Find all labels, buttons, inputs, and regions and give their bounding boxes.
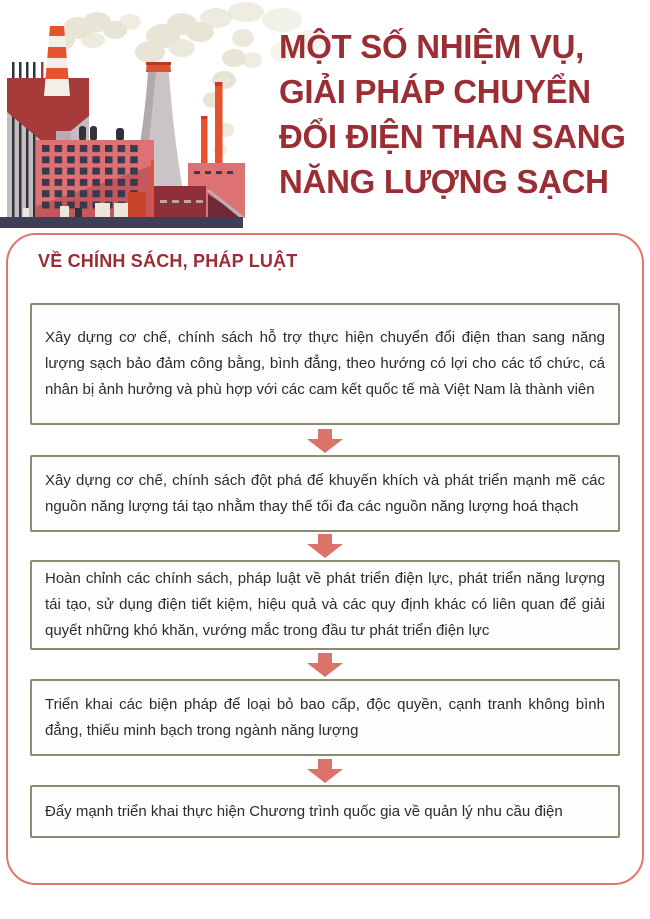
policy-step-text: Đẩy mạnh triển khai thực hiện Chương trình quốc gia về quản lý nhu cầu điện (45, 802, 563, 820)
policy-step-box-1 (30, 303, 620, 425)
policy-step-box-4 (30, 679, 620, 756)
title-line: GIẢI PHÁP CHUYỂN (279, 73, 591, 110)
down-arrow-icon (307, 759, 343, 783)
down-arrow-icon (307, 429, 343, 453)
title-line: NĂNG LƯỢNG SẠCH (279, 163, 609, 200)
down-arrow-icon (307, 653, 343, 677)
section-title: VỀ CHÍNH SÁCH, PHÁP LUẬT (38, 251, 298, 271)
down-arrow-icon (307, 534, 343, 558)
policy-step-box-3 (30, 560, 620, 650)
policy-step-text: Hoàn chỉnh các chính sách, pháp luật về phát triển điện lực, phát triển năng lượng tái tạo, sử dụng điện tiết kiệm, hiệu quả và các quy định khác có liên quan để giải quyết những khó khăn, vướng mắc trong đầu tư phát triển điện lực (45, 570, 605, 639)
policy-step-box-2 (30, 455, 620, 532)
policy-step-text: Triển khai các biện pháp để loại bỏ bao cấp, độc quyền, cạnh tranh không bình đẳng, thiếu minh bạch trong ngành năng lượng (45, 695, 605, 739)
policy-step-text: Xây dựng cơ chế, chính sách đột phá để khuyến khích và phát triển mạnh mẽ các nguồn năng lượng tái tạo nhằm thay thế tối đa các nguồn năng lượng hoá thạch (45, 471, 605, 515)
title-line: ĐỔI ĐIỆN THAN SANG (279, 118, 626, 155)
page-title (279, 24, 626, 204)
title-line: MỘT SỐ NHIỆM VỤ, (279, 28, 585, 65)
policy-step-text: Xây dựng cơ chế, chính sách hỗ trợ thực hiện chuyển đổi điện than sang năng lượng sạch bảo đảm công bằng, bình đẳng, theo hướng có lợi cho các tổ chức, cá nhân bị ảnh hưởng và phù hợp với các cam kết quốc tế mà Việt Nam là thành viên (45, 329, 605, 398)
factory-buildings (0, 26, 246, 228)
policy-step-box-5 (30, 785, 620, 838)
platform (0, 217, 243, 228)
